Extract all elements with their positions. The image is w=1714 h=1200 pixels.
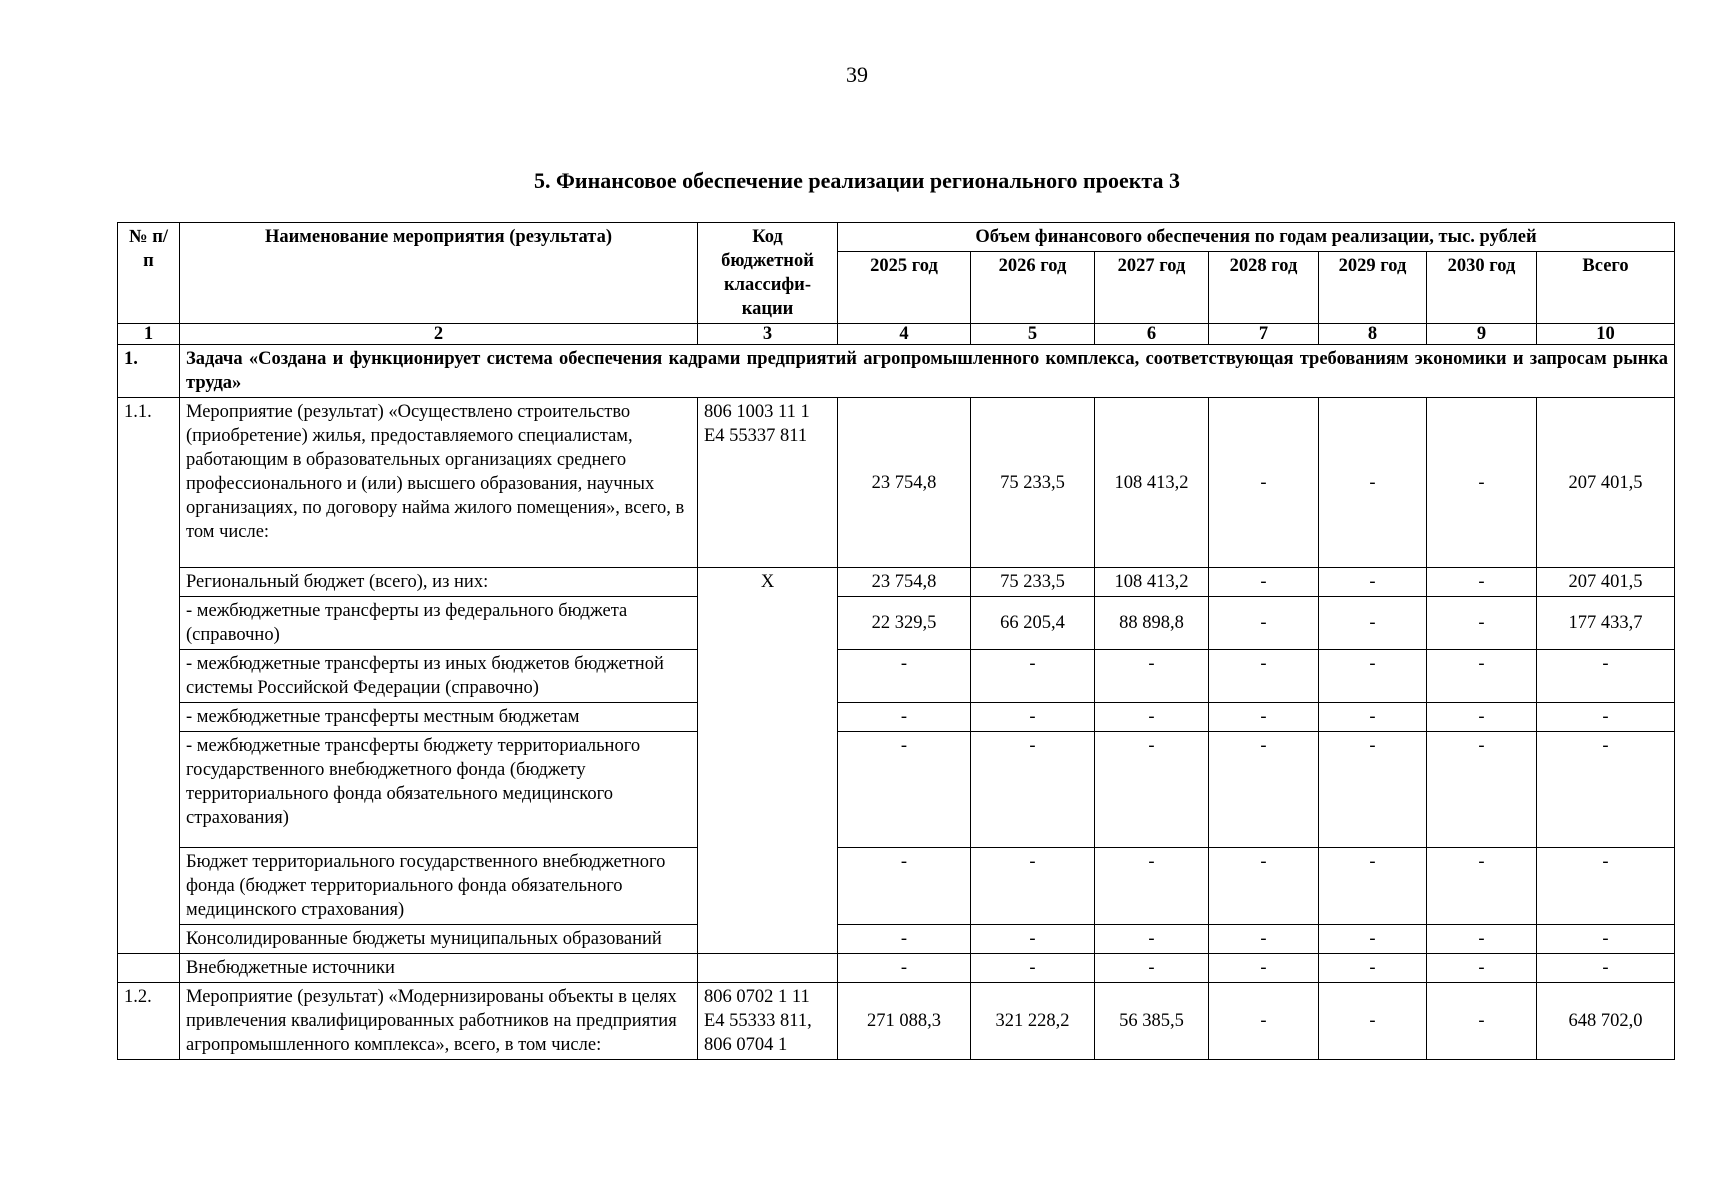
value-cell: - xyxy=(1095,650,1209,703)
table-row xyxy=(118,703,1675,732)
value-cell: 648 702,0 xyxy=(1537,983,1675,1060)
header-2029: 2029 год xyxy=(1319,252,1427,324)
value-cell: - xyxy=(1427,925,1537,954)
value-cell: 88 898,8 xyxy=(1095,597,1209,650)
header-2026: 2026 год xyxy=(971,252,1095,324)
header-name: Наименование мероприятия (результата) xyxy=(180,223,698,324)
value-cell: - xyxy=(1427,848,1537,925)
value-cell: - xyxy=(1319,398,1427,568)
value-cell: 66 205,4 xyxy=(971,597,1095,650)
row-name: Региональный бюджет (всего), из них: xyxy=(180,568,698,597)
task-num: 1. xyxy=(118,345,180,398)
header-2027: 2027 год xyxy=(1095,252,1209,324)
table-row xyxy=(118,983,1675,1060)
value-cell: - xyxy=(1319,983,1427,1060)
value-cell: 23 754,8 xyxy=(838,568,971,597)
value-cell: 23 754,8 xyxy=(838,398,971,568)
value-cell: - xyxy=(1209,703,1319,732)
table-row xyxy=(118,848,1675,925)
value-cell: - xyxy=(838,703,971,732)
value-cell: - xyxy=(1537,954,1675,983)
value-cell: - xyxy=(1319,568,1427,597)
value-cell: - xyxy=(1095,848,1209,925)
header-volume: Объем финансового обеспечения по годам реализации, тыс. рублей xyxy=(838,223,1675,252)
col-number: 4 xyxy=(838,324,971,345)
value-cell: 75 233,5 xyxy=(971,568,1095,597)
value-cell: - xyxy=(1537,650,1675,703)
row-name: Консолидированные бюджеты муниципальных образований xyxy=(180,925,698,954)
value-cell: - xyxy=(1319,650,1427,703)
column-numbers-row xyxy=(118,324,1675,345)
value-cell: - xyxy=(1427,954,1537,983)
value-cell: - xyxy=(838,732,971,848)
value-cell: - xyxy=(1209,650,1319,703)
value-cell: - xyxy=(1427,983,1537,1060)
value-cell: - xyxy=(1209,925,1319,954)
row-name: Мероприятие (результат) «Осуществлено строительство (приобретение) жилья, предоставляемого специалистам, работающим в образовательных организациях среднего профессионального и (или) высшего образования, научных организациях, по договору найма жилого помещения», всего, в том числе: xyxy=(180,398,698,568)
value-cell: - xyxy=(1427,398,1537,568)
table-row xyxy=(118,954,1675,983)
task-text: Задача «Создана и функционирует система обеспечения кадрами предприятий агропромышленного комплекса, соответствующая требованиям экономики и запросам рынка труда» xyxy=(180,345,1675,398)
row-name: Бюджет территориального государственного внебюджетного фонда (бюджет территориального фонда обязательного медицинского страхования) xyxy=(180,848,698,925)
value-cell: - xyxy=(1319,597,1427,650)
value-cell: - xyxy=(1209,954,1319,983)
col-number: 8 xyxy=(1319,324,1427,345)
value-cell: - xyxy=(971,703,1095,732)
value-cell: - xyxy=(1319,703,1427,732)
value-cell: 75 233,5 xyxy=(971,398,1095,568)
row-code: 806 0702 1 11 Е4 55333 811, 806 0704 1 xyxy=(698,983,838,1060)
value-cell: 108 413,2 xyxy=(1095,568,1209,597)
value-cell: 177 433,7 xyxy=(1537,597,1675,650)
row-name: Мероприятие (результат) «Модернизированы объекты в целях привлечения квалифицированных работников на предприятия агропромышленного комплекса», всего, в том числе: xyxy=(180,983,698,1060)
value-cell: - xyxy=(1209,732,1319,848)
header-total: Всего xyxy=(1537,252,1675,324)
empty-cell xyxy=(698,954,838,983)
value-cell: - xyxy=(1537,703,1675,732)
col-number: 2 xyxy=(180,324,698,345)
table-row xyxy=(118,925,1675,954)
value-cell: - xyxy=(838,925,971,954)
value-cell: - xyxy=(1427,732,1537,848)
value-cell: 207 401,5 xyxy=(1537,568,1675,597)
value-cell: - xyxy=(1319,732,1427,848)
col-number: 6 xyxy=(1095,324,1209,345)
page-number: 39 xyxy=(846,62,868,87)
table-row xyxy=(118,732,1675,848)
value-cell: - xyxy=(1537,732,1675,848)
value-cell: - xyxy=(838,650,971,703)
value-cell: - xyxy=(1209,597,1319,650)
value-cell: - xyxy=(971,925,1095,954)
value-cell: - xyxy=(1209,398,1319,568)
value-cell: - xyxy=(1427,650,1537,703)
x-mark: Х xyxy=(698,568,838,954)
value-cell: - xyxy=(1427,568,1537,597)
row-num: 1.2. xyxy=(118,983,180,1060)
value-cell: 207 401,5 xyxy=(1537,398,1675,568)
table-row xyxy=(118,597,1675,650)
header-num: № п/п xyxy=(118,223,180,324)
value-cell: - xyxy=(1319,848,1427,925)
value-cell: - xyxy=(1095,954,1209,983)
col-number: 7 xyxy=(1209,324,1319,345)
table-row xyxy=(118,398,1675,568)
value-cell: - xyxy=(1209,568,1319,597)
value-cell: - xyxy=(971,848,1095,925)
value-cell: 108 413,2 xyxy=(1095,398,1209,568)
value-cell: 321 228,2 xyxy=(971,983,1095,1060)
value-cell: - xyxy=(1427,597,1537,650)
value-cell: - xyxy=(838,954,971,983)
col-number: 9 xyxy=(1427,324,1537,345)
header-2025: 2025 год xyxy=(838,252,971,324)
row-name: - межбюджетные трансферты местным бюджетам xyxy=(180,703,698,732)
value-cell: - xyxy=(971,954,1095,983)
col-number: 3 xyxy=(698,324,838,345)
row-name: - межбюджетные трансферты из иных бюджетов бюджетной системы Российской Федерации (справочно) xyxy=(180,650,698,703)
header-2030: 2030 год xyxy=(1427,252,1537,324)
table-row xyxy=(118,650,1675,703)
value-cell: - xyxy=(971,650,1095,703)
empty-cell xyxy=(118,954,180,983)
value-cell: - xyxy=(1537,925,1675,954)
value-cell: - xyxy=(838,848,971,925)
row-name: - межбюджетные трансферты из федерального бюджета (справочно) xyxy=(180,597,698,650)
value-cell: - xyxy=(1427,703,1537,732)
value-cell: 271 088,3 xyxy=(838,983,971,1060)
value-cell: 22 329,5 xyxy=(838,597,971,650)
value-cell: - xyxy=(1209,983,1319,1060)
task-row xyxy=(118,345,1675,398)
value-cell: - xyxy=(1319,925,1427,954)
financing-table xyxy=(117,222,1675,1060)
table-row xyxy=(118,568,1675,597)
value-cell: - xyxy=(1095,732,1209,848)
header-2028: 2028 год xyxy=(1209,252,1319,324)
header-code: Код бюджетной классифи-кации xyxy=(698,223,838,324)
section-title: 5. Финансовое обеспечение реализации регионального проекта 3 xyxy=(534,168,1180,193)
row-code: 806 1003 11 1 Е4 55337 811 xyxy=(698,398,838,568)
value-cell: - xyxy=(971,732,1095,848)
value-cell: - xyxy=(1095,703,1209,732)
value-cell: - xyxy=(1319,954,1427,983)
value-cell: 56 385,5 xyxy=(1095,983,1209,1060)
row-name: - межбюджетные трансферты бюджету территориального государственного внебюджетного фонда (бюджету территориального фонда обязательного медицинского страхования) xyxy=(180,732,698,848)
value-cell: - xyxy=(1537,848,1675,925)
value-cell: - xyxy=(1095,925,1209,954)
col-number: 10 xyxy=(1537,324,1675,345)
row-num: 1.1. xyxy=(118,398,180,954)
col-number: 5 xyxy=(971,324,1095,345)
col-number: 1 xyxy=(118,324,180,345)
row-name: Внебюджетные источники xyxy=(180,954,698,983)
value-cell: - xyxy=(1209,848,1319,925)
